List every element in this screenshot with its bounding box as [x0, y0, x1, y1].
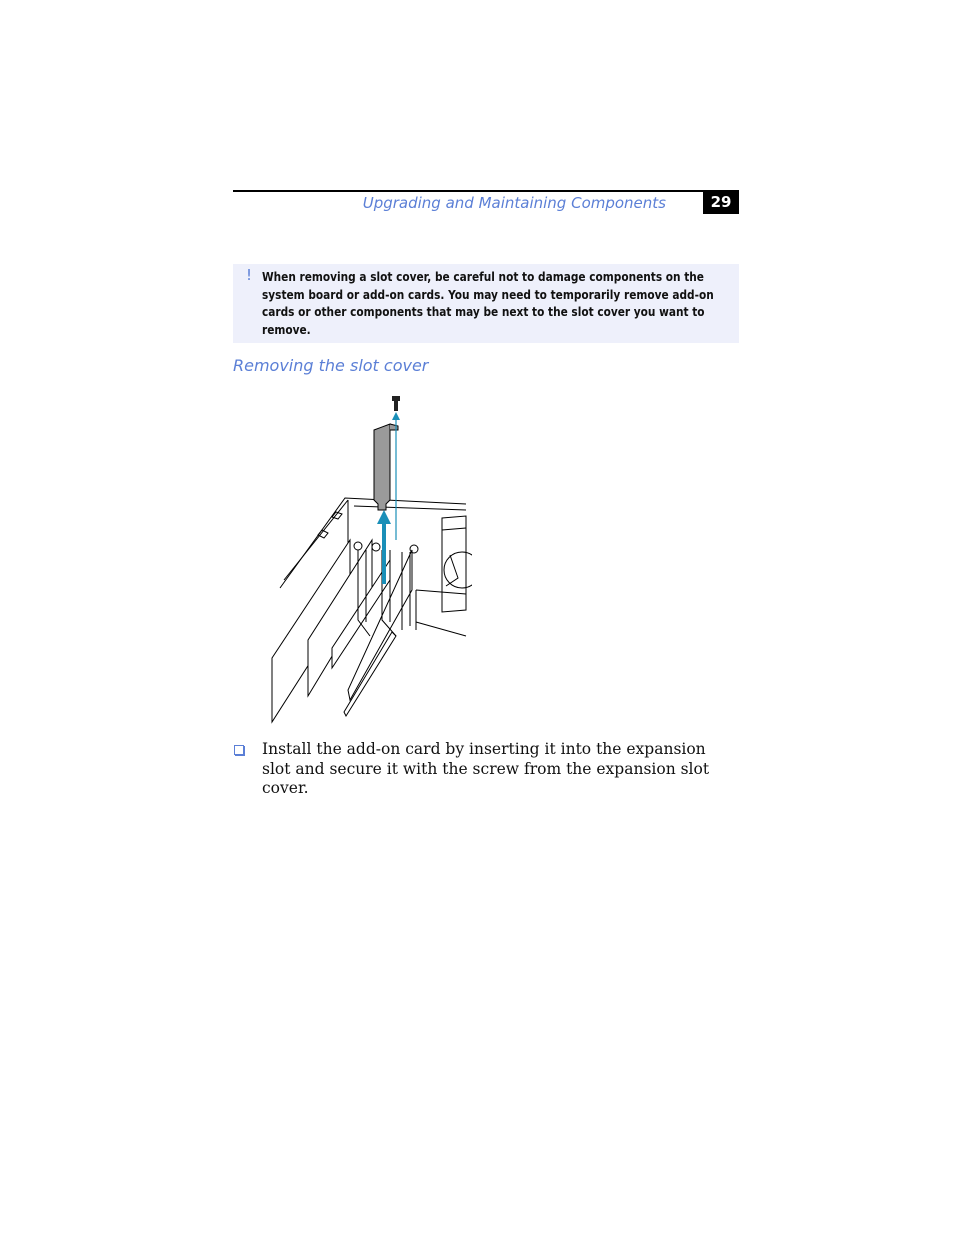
- exclamation-icon: !: [246, 266, 253, 284]
- slot-cover-removal-illustration: [262, 390, 472, 730]
- running-header-title: Upgrading and Maintaining Components: [362, 194, 666, 212]
- screw-icon: [392, 396, 400, 411]
- section-heading: Removing the slot cover: [233, 356, 429, 375]
- checkbox-bullet-icon: [234, 745, 244, 755]
- caution-note: [233, 264, 739, 343]
- header-rule: [233, 190, 739, 192]
- caution-note-text: When removing a slot cover, be careful not to damage components on the system board or add-on cards. You may need to temporarily remove add-on cards or other components that may be next to the slot cover you want to remove.: [262, 270, 714, 337]
- page-number: 29: [703, 190, 739, 214]
- bullet-item-text: Install the add-on card by inserting it into the expansion slot and secure it with the screw from the expansion slot cover.: [262, 740, 710, 797]
